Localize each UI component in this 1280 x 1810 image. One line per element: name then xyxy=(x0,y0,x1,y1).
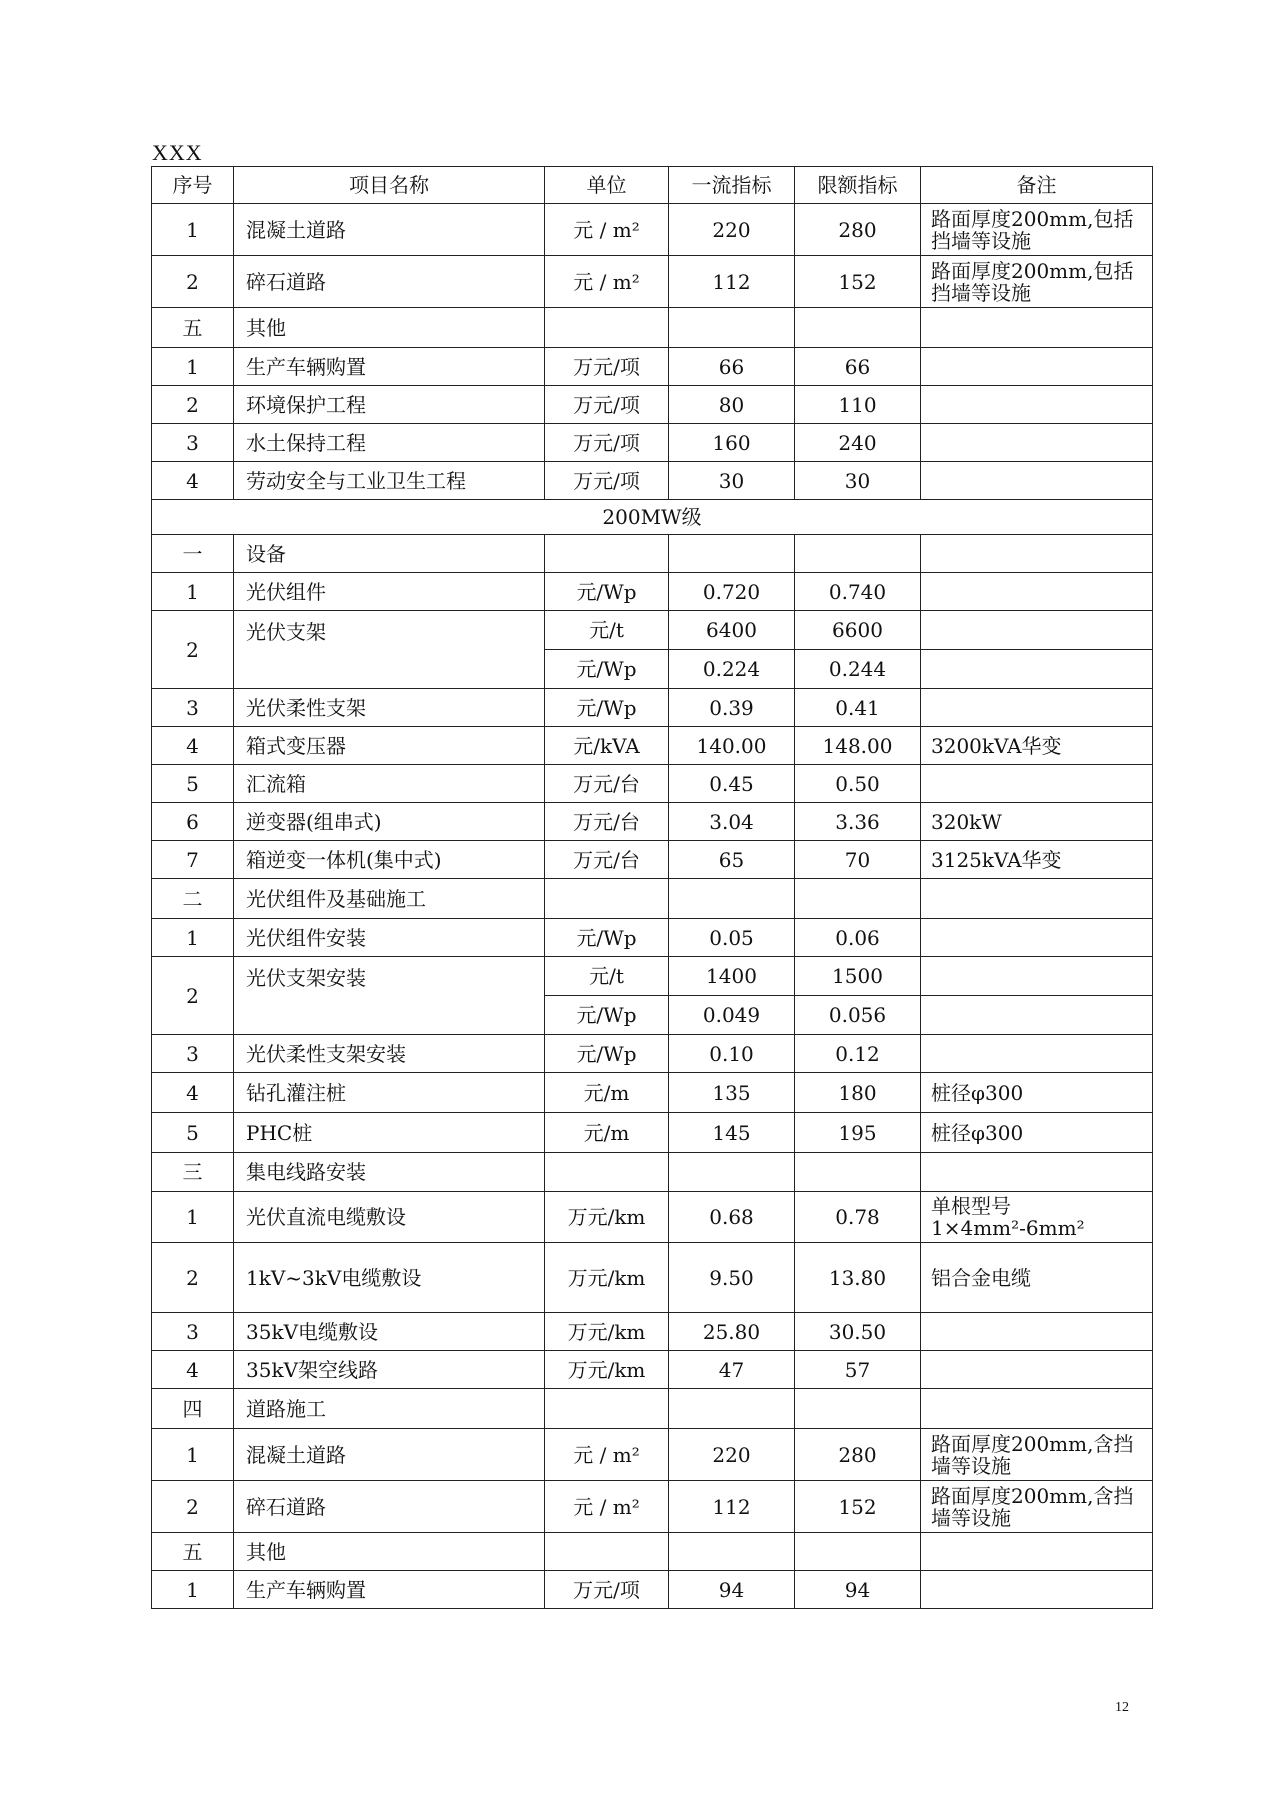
remark-cell xyxy=(921,308,1153,348)
item-name: 光伏支架 xyxy=(234,611,545,689)
empty-cell xyxy=(545,1389,669,1429)
first-class-value: 220 xyxy=(669,204,795,256)
first-class-value: 66 xyxy=(669,348,795,386)
item-name: 混凝土道路 xyxy=(234,204,545,256)
remark-cell xyxy=(921,424,1153,462)
table-row xyxy=(152,1192,1153,1243)
remark-cell: 桩径φ300 xyxy=(921,1073,1153,1113)
remark-cell xyxy=(921,1351,1153,1389)
table-row xyxy=(152,535,1153,573)
row-number: 1 xyxy=(152,1429,234,1481)
table-row xyxy=(152,1153,1153,1192)
first-class-value: 9.50 xyxy=(669,1243,795,1313)
table-row xyxy=(152,803,1153,841)
table-row xyxy=(152,308,1153,348)
limit-value: 30 xyxy=(795,462,921,500)
column-header: 限额指标 xyxy=(795,167,921,204)
row-number: 3 xyxy=(152,424,234,462)
limit-value: 110 xyxy=(795,386,921,424)
table-header-row xyxy=(152,167,1153,204)
first-class-value: 0.049 xyxy=(669,996,795,1035)
row-number: 4 xyxy=(152,727,234,765)
table-row xyxy=(152,1533,1153,1571)
limit-value: 1500 xyxy=(795,957,921,996)
row-number: 2 xyxy=(152,1481,234,1533)
first-class-value: 80 xyxy=(669,386,795,424)
limit-value: 13.80 xyxy=(795,1243,921,1313)
item-name: 光伏组件 xyxy=(234,573,545,611)
unit-cell: 元/Wp xyxy=(545,1035,669,1073)
table-row xyxy=(152,1035,1153,1073)
item-name: 水土保持工程 xyxy=(234,424,545,462)
empty-cell xyxy=(921,879,1153,919)
remark-cell: 路面厚度200mm,含挡墙等设施 xyxy=(921,1481,1153,1533)
unit-cell: 元/Wp xyxy=(545,919,669,957)
document-header: XXX xyxy=(152,140,203,165)
first-class-value: 3.04 xyxy=(669,803,795,841)
item-name: 光伏组件安装 xyxy=(234,919,545,957)
limit-value: 0.740 xyxy=(795,573,921,611)
table-row xyxy=(152,611,1153,650)
table-row xyxy=(152,1243,1153,1313)
row-number: 4 xyxy=(152,1073,234,1113)
row-number: 三 xyxy=(152,1153,234,1192)
row-number: 五 xyxy=(152,308,234,348)
empty-cell xyxy=(795,1153,921,1192)
remark-cell: 路面厚度200mm,包括挡墙等设施 xyxy=(921,256,1153,308)
item-name: 光伏柔性支架安装 xyxy=(234,1035,545,1073)
first-class-value: 0.10 xyxy=(669,1035,795,1073)
first-class-value: 47 xyxy=(669,1351,795,1389)
limit-value: 152 xyxy=(795,256,921,308)
row-number: 1 xyxy=(152,204,234,256)
table-row xyxy=(152,348,1153,386)
column-header: 单位 xyxy=(545,167,669,204)
remark-cell: 桩径φ300 xyxy=(921,1113,1153,1153)
item-name: 道路施工 xyxy=(234,1389,545,1429)
item-name: 逆变器(组串式) xyxy=(234,803,545,841)
table-row xyxy=(152,879,1153,919)
row-number: 5 xyxy=(152,1113,234,1153)
limit-value: 0.78 xyxy=(795,1192,921,1243)
unit-cell: 元/t xyxy=(545,611,669,650)
row-number: 7 xyxy=(152,841,234,879)
unit-cell: 元/Wp xyxy=(545,996,669,1035)
row-number: 1 xyxy=(152,1192,234,1243)
item-name: 生产车辆购置 xyxy=(234,348,545,386)
unit-cell: 元/m xyxy=(545,1113,669,1153)
unit-cell: 元 / m² xyxy=(545,256,669,308)
remark-cell xyxy=(921,650,1153,689)
unit-cell: 万元/项 xyxy=(545,462,669,500)
first-class-value: 112 xyxy=(669,1481,795,1533)
first-class-value: 0.224 xyxy=(669,650,795,689)
remark-cell: 单根型号1×4mm²-6mm² xyxy=(921,1192,1153,1243)
first-class-value: 94 xyxy=(669,1571,795,1609)
table-row xyxy=(152,919,1153,957)
table-row xyxy=(152,765,1153,803)
row-number: 1 xyxy=(152,919,234,957)
table-row xyxy=(152,1481,1153,1533)
unit-cell: 万元/项 xyxy=(545,386,669,424)
limit-value: 94 xyxy=(795,1571,921,1609)
item-name: 35kV架空线路 xyxy=(234,1351,545,1389)
table-row xyxy=(152,1389,1153,1429)
item-name: 其他 xyxy=(234,1533,545,1571)
empty-cell xyxy=(545,1153,669,1192)
row-number: 2 xyxy=(152,256,234,308)
first-class-value: 112 xyxy=(669,256,795,308)
indicator-table xyxy=(151,166,1153,1609)
first-class-value: 145 xyxy=(669,1113,795,1153)
unit-cell: 万元/项 xyxy=(545,424,669,462)
empty-cell xyxy=(795,535,921,573)
remark-cell: 3125kVA华变 xyxy=(921,841,1153,879)
limit-value: 0.41 xyxy=(795,689,921,727)
remark-cell xyxy=(921,348,1153,386)
page-number: 12 xyxy=(1115,1700,1129,1715)
remark-cell xyxy=(921,957,1153,996)
row-number: 2 xyxy=(152,386,234,424)
item-name: 环境保护工程 xyxy=(234,386,545,424)
remark-cell xyxy=(921,386,1153,424)
table-row xyxy=(152,1351,1153,1389)
item-name: 光伏直流电缆敷设 xyxy=(234,1192,545,1243)
empty-cell xyxy=(545,1533,669,1571)
empty-cell xyxy=(669,535,795,573)
unit-cell: 万元/km xyxy=(545,1313,669,1351)
unit-cell: 元/Wp xyxy=(545,650,669,689)
row-number: 四 xyxy=(152,1389,234,1429)
row-number: 3 xyxy=(152,1035,234,1073)
table-row xyxy=(152,1073,1153,1113)
remark-cell xyxy=(921,573,1153,611)
remark-cell: 3200kVA华变 xyxy=(921,727,1153,765)
limit-value: 280 xyxy=(795,204,921,256)
empty-cell xyxy=(921,1533,1153,1571)
item-name: 劳动安全与工业卫生工程 xyxy=(234,462,545,500)
remark-cell xyxy=(921,462,1153,500)
remark-cell: 铝合金电缆 xyxy=(921,1243,1153,1313)
table-row xyxy=(152,1429,1153,1481)
limit-value: 0.06 xyxy=(795,919,921,957)
table-row xyxy=(152,689,1153,727)
table-row xyxy=(152,500,1153,535)
row-number: 5 xyxy=(152,765,234,803)
first-class-value xyxy=(669,308,795,348)
first-class-value: 160 xyxy=(669,424,795,462)
row-number: 五 xyxy=(152,1533,234,1571)
column-header: 备注 xyxy=(921,167,1153,204)
table-row xyxy=(152,424,1153,462)
row-number: 3 xyxy=(152,689,234,727)
first-class-value: 6400 xyxy=(669,611,795,650)
unit-cell: 元/m xyxy=(545,1073,669,1113)
empty-cell xyxy=(669,1153,795,1192)
column-header: 项目名称 xyxy=(234,167,545,204)
row-number: 2 xyxy=(152,1243,234,1313)
unit-cell: 元 / m² xyxy=(545,1481,669,1533)
row-number: 4 xyxy=(152,1351,234,1389)
limit-value: 152 xyxy=(795,1481,921,1533)
remark-cell xyxy=(921,765,1153,803)
remark-cell: 路面厚度200mm,包括挡墙等设施 xyxy=(921,204,1153,256)
row-number: 二 xyxy=(152,879,234,919)
row-number: 2 xyxy=(152,957,234,1035)
unit-cell: 万元/台 xyxy=(545,765,669,803)
limit-value: 70 xyxy=(795,841,921,879)
first-class-value: 1400 xyxy=(669,957,795,996)
row-number: 6 xyxy=(152,803,234,841)
table-row xyxy=(152,727,1153,765)
limit-value: 66 xyxy=(795,348,921,386)
table-row xyxy=(152,1571,1153,1609)
empty-cell xyxy=(921,535,1153,573)
item-name: 集电线路安装 xyxy=(234,1153,545,1192)
limit-value: 0.244 xyxy=(795,650,921,689)
first-class-value: 0.45 xyxy=(669,765,795,803)
first-class-value: 0.39 xyxy=(669,689,795,727)
row-number: 一 xyxy=(152,535,234,573)
row-number: 1 xyxy=(152,1571,234,1609)
item-name: 其他 xyxy=(234,308,545,348)
table-row xyxy=(152,957,1153,996)
empty-cell xyxy=(921,1389,1153,1429)
limit-value: 280 xyxy=(795,1429,921,1481)
table-row xyxy=(152,1313,1153,1351)
row-number: 4 xyxy=(152,462,234,500)
empty-cell xyxy=(545,535,669,573)
item-name: 设备 xyxy=(234,535,545,573)
limit-value: 148.00 xyxy=(795,727,921,765)
limit-value xyxy=(795,308,921,348)
unit-cell: 元/t xyxy=(545,957,669,996)
item-name: 钻孔灌注桩 xyxy=(234,1073,545,1113)
empty-cell xyxy=(669,1389,795,1429)
limit-value: 3.36 xyxy=(795,803,921,841)
limit-value: 180 xyxy=(795,1073,921,1113)
table-row xyxy=(152,256,1153,308)
remark-cell xyxy=(921,996,1153,1035)
first-class-value: 220 xyxy=(669,1429,795,1481)
unit-cell xyxy=(545,308,669,348)
item-name: 光伏柔性支架 xyxy=(234,689,545,727)
item-name: 汇流箱 xyxy=(234,765,545,803)
limit-value: 195 xyxy=(795,1113,921,1153)
unit-cell: 元/Wp xyxy=(545,689,669,727)
item-name: 混凝土道路 xyxy=(234,1429,545,1481)
column-header: 一流指标 xyxy=(669,167,795,204)
unit-cell: 元 / m² xyxy=(545,204,669,256)
table-row xyxy=(152,204,1153,256)
table-row xyxy=(152,1113,1153,1153)
column-header: 序号 xyxy=(152,167,234,204)
empty-cell xyxy=(921,1153,1153,1192)
limit-value: 6600 xyxy=(795,611,921,650)
unit-cell: 元/kVA xyxy=(545,727,669,765)
first-class-value: 135 xyxy=(669,1073,795,1113)
limit-value: 30.50 xyxy=(795,1313,921,1351)
first-class-value: 0.05 xyxy=(669,919,795,957)
row-number: 2 xyxy=(152,611,234,689)
limit-value: 0.12 xyxy=(795,1035,921,1073)
unit-cell: 万元/台 xyxy=(545,841,669,879)
remark-cell: 路面厚度200mm,含挡墙等设施 xyxy=(921,1429,1153,1481)
item-name: 生产车辆购置 xyxy=(234,1571,545,1609)
unit-cell: 万元/km xyxy=(545,1243,669,1313)
item-name: 箱逆变一体机(集中式) xyxy=(234,841,545,879)
unit-cell: 万元/km xyxy=(545,1351,669,1389)
empty-cell xyxy=(545,879,669,919)
empty-cell xyxy=(669,1533,795,1571)
remark-cell xyxy=(921,1035,1153,1073)
unit-cell: 元 / m² xyxy=(545,1429,669,1481)
remark-cell xyxy=(921,611,1153,650)
item-name: 碎石道路 xyxy=(234,1481,545,1533)
first-class-value: 0.720 xyxy=(669,573,795,611)
limit-value: 240 xyxy=(795,424,921,462)
section-band-title: 200MW级 xyxy=(152,500,1153,535)
first-class-value: 30 xyxy=(669,462,795,500)
item-name: 1kV~3kV电缆敷设 xyxy=(234,1243,545,1313)
limit-value: 0.056 xyxy=(795,996,921,1035)
remark-cell xyxy=(921,919,1153,957)
unit-cell: 万元/项 xyxy=(545,348,669,386)
unit-cell: 元/Wp xyxy=(545,573,669,611)
empty-cell xyxy=(795,1533,921,1571)
row-number: 1 xyxy=(152,348,234,386)
first-class-value: 140.00 xyxy=(669,727,795,765)
table-row xyxy=(152,462,1153,500)
first-class-value: 0.68 xyxy=(669,1192,795,1243)
table-row xyxy=(152,841,1153,879)
item-name: 光伏组件及基础施工 xyxy=(234,879,545,919)
table-row xyxy=(152,386,1153,424)
limit-value: 0.50 xyxy=(795,765,921,803)
limit-value: 57 xyxy=(795,1351,921,1389)
item-name: 35kV电缆敷设 xyxy=(234,1313,545,1351)
empty-cell xyxy=(795,879,921,919)
unit-cell: 万元/km xyxy=(545,1192,669,1243)
remark-cell: 320kW xyxy=(921,803,1153,841)
unit-cell: 万元/项 xyxy=(545,1571,669,1609)
first-class-value: 25.80 xyxy=(669,1313,795,1351)
item-name: 光伏支架安装 xyxy=(234,957,545,1035)
item-name: 碎石道路 xyxy=(234,256,545,308)
unit-cell: 万元/台 xyxy=(545,803,669,841)
remark-cell xyxy=(921,1313,1153,1351)
remark-cell xyxy=(921,1571,1153,1609)
row-number: 3 xyxy=(152,1313,234,1351)
first-class-value: 65 xyxy=(669,841,795,879)
table-row xyxy=(152,573,1153,611)
empty-cell xyxy=(669,879,795,919)
item-name: PHC桩 xyxy=(234,1113,545,1153)
item-name: 箱式变压器 xyxy=(234,727,545,765)
row-number: 1 xyxy=(152,573,234,611)
empty-cell xyxy=(795,1389,921,1429)
remark-cell xyxy=(921,689,1153,727)
